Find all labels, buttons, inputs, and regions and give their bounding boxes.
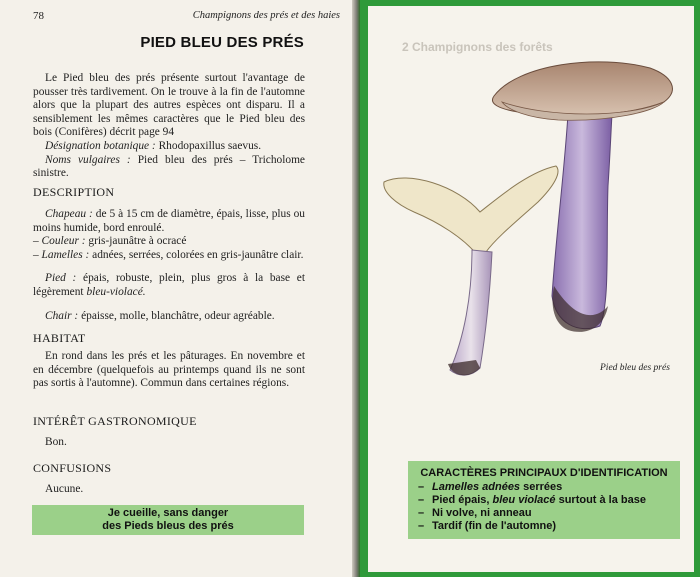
confusions-text bbox=[33, 483, 305, 497]
illustration-caption: Pied bleu des prés bbox=[600, 363, 670, 373]
item-text: Tardif (fin de l'automne) bbox=[432, 520, 557, 532]
designation-value: Rhodopaxillus saevus. bbox=[155, 139, 262, 152]
confusions-paragraph: Aucune. bbox=[45, 483, 84, 495]
harvest-banner bbox=[32, 505, 304, 535]
habitat-text bbox=[33, 350, 305, 391]
habitat-paragraph: En rond dans les prés et les pâturages. En novembre et en décembre (quelquefois au printemps quand ils ne sont pas sortis à l'automne). Commun dans certaines régions. bbox=[33, 350, 305, 390]
description-heading: DESCRIPTION bbox=[33, 185, 115, 199]
item-tail: surtout à la base bbox=[555, 494, 646, 506]
book-gutter bbox=[352, 0, 360, 577]
cut-mushroom bbox=[384, 166, 558, 375]
confusions-heading: CONFUSIONS bbox=[33, 461, 112, 475]
couleur-label: – Couleur : bbox=[33, 235, 86, 248]
mushroom-illustration bbox=[368, 6, 694, 446]
pied-value: épais, robuste, plein, plus gros à la base et légèrement bbox=[33, 272, 305, 298]
interet-text bbox=[33, 436, 305, 450]
banner-line-1: Je cueille, sans danger bbox=[107, 507, 229, 519]
chair-value: épaisse, molle, blanchâtre, odeur agréable. bbox=[78, 309, 275, 322]
show-through-text: 2 Champignons des forêts bbox=[402, 40, 553, 54]
vulgar-names-line bbox=[33, 154, 305, 181]
item-text: Ni volve, ni anneau bbox=[432, 507, 532, 519]
description-block bbox=[33, 208, 305, 323]
interet-paragraph: Bon. bbox=[45, 436, 67, 448]
pied-value-italic: bleu-violacé. bbox=[86, 285, 146, 298]
identification-title: CARACTÈRES PRINCIPAUX D'IDENTIFICATION bbox=[420, 467, 668, 479]
vulgar-label: Noms vulgaires : bbox=[45, 153, 131, 166]
interet-heading: INTÉRÊT GASTRONOMIQUE bbox=[33, 414, 197, 428]
item-text: serrées bbox=[520, 481, 563, 493]
chair-line bbox=[33, 310, 305, 324]
identification-box bbox=[408, 461, 680, 539]
identification-item: – Ni volve, ni anneau bbox=[418, 507, 532, 519]
item-italic: bleu violacé bbox=[492, 494, 556, 506]
identification-item: – Pied épais, bleu violacé surtout à la base bbox=[418, 494, 646, 506]
couleur-value: gris-jaunâtre à ocracé bbox=[85, 235, 187, 248]
page-number: 78 bbox=[33, 10, 44, 22]
banner-line-2: des Pieds bleus des prés bbox=[102, 520, 234, 532]
vulgar-value: Pied bleu des prés – Tricholome sinistre. bbox=[33, 153, 305, 180]
habitat-heading: HABITAT bbox=[33, 331, 86, 345]
running-head: Champignons des prés et des haies bbox=[192, 10, 340, 21]
designation-line bbox=[33, 140, 305, 154]
item-text: Pied épais, bbox=[432, 494, 493, 506]
identification-item: – Tardif (fin de l'automne) bbox=[418, 520, 557, 532]
intro-paragraph: Le Pied bleu des prés présente surtout l'avantage de pousser très tardivement. On le trouve à la fin de l'automne alors que la plupart des autres espèces ont disparu. Il a sensiblement les mêmes caractères que le Pied bleu des bois (Conifères) décrit page 94 bbox=[33, 72, 305, 139]
pied-label: Pied : bbox=[45, 272, 77, 285]
identification-item: – Lamelles adnées serrées bbox=[418, 481, 563, 493]
couleur-line bbox=[33, 235, 305, 249]
lamelles-line bbox=[33, 249, 305, 263]
item-italic: Lamelles adnées bbox=[432, 481, 521, 493]
designation-label: Désignation botanique : bbox=[45, 139, 156, 152]
identification-list bbox=[418, 481, 680, 533]
right-page-inner bbox=[368, 6, 694, 572]
right-page bbox=[360, 0, 700, 577]
chapeau-label: Chapeau : bbox=[45, 208, 93, 220]
chapeau-line bbox=[33, 208, 305, 235]
chapeau-value: de 5 à 15 cm de diamètre, épais, lisse, plus ou moins humide, bord enroulé. bbox=[33, 208, 305, 234]
lamelles-label: – Lamelles : bbox=[33, 248, 90, 261]
intro-block bbox=[33, 72, 305, 181]
lamelles-value: adnées, serrées, colorées en gris-jaunâtre clair. bbox=[89, 248, 304, 261]
page-title: PIED BLEU DES PRÉS bbox=[140, 34, 304, 51]
pied-line bbox=[33, 272, 305, 299]
chair-label: Chair : bbox=[45, 309, 79, 322]
